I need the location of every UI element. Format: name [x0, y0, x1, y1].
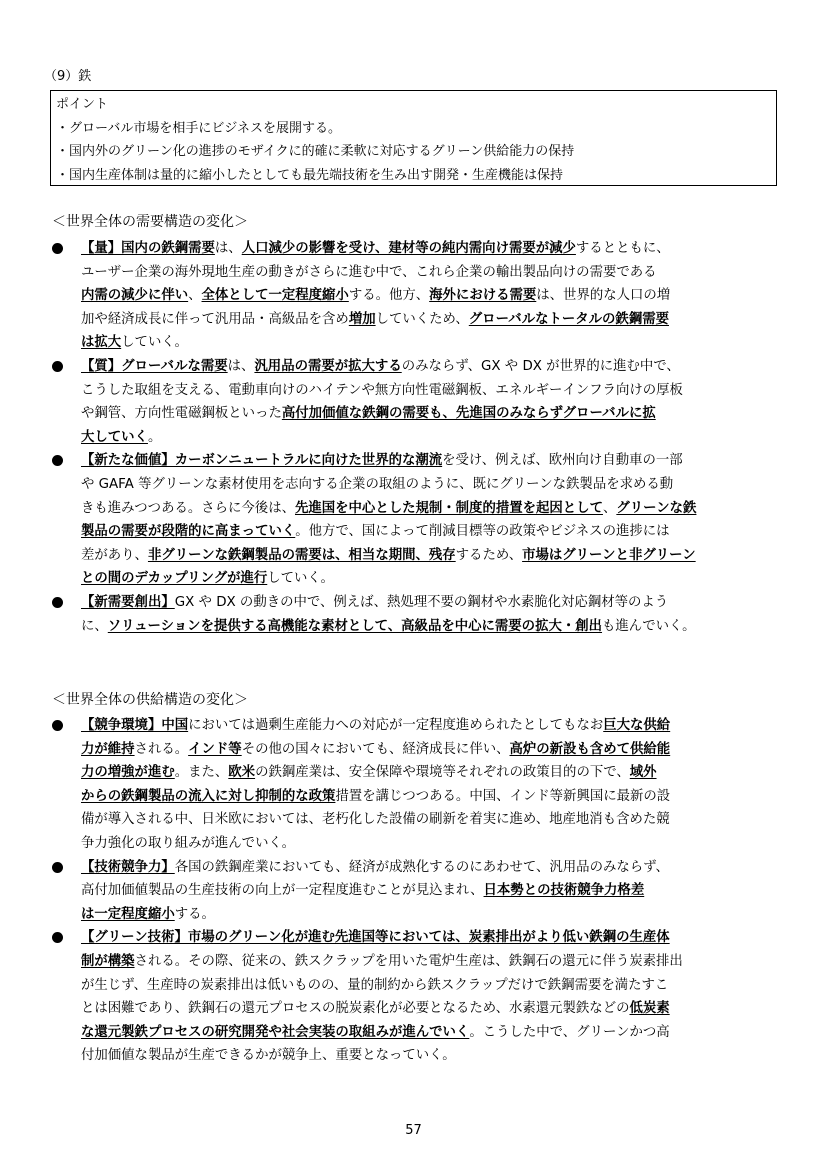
bullet-line	[81, 331, 775, 355]
emphasized-text: 全体として一定程度縮小	[201, 288, 349, 304]
emphasized-text: との間のデカップリングが進行	[81, 571, 268, 587]
emphasized-text: 【競争環境】中国	[81, 718, 189, 733]
bullet-line	[81, 284, 775, 308]
point-item: ・国内生産体制は量的に縮小したとしても最先端技術を生み出す開発・生産機能は保持	[56, 167, 564, 183]
body-text: 差があり、	[81, 547, 148, 563]
bullet-line	[81, 1044, 775, 1068]
bullet-line	[81, 544, 775, 568]
demand-bullet-list	[0, 237, 827, 638]
bullet-line	[81, 761, 775, 785]
emphasized-text: 【グリーン技術】市場のグリーン化が進む先進国等においては、炭素排出がより低い鉄鋼の生産体	[81, 930, 670, 946]
emphasized-text: 力の増強が進む	[81, 765, 175, 781]
bullet-line	[81, 615, 775, 639]
bullet-line	[81, 591, 775, 615]
emphasized-text: 市場はグリーンと非グリーン	[522, 547, 696, 563]
point-box-title: ポイント	[56, 97, 109, 112]
bullet-line	[81, 402, 775, 426]
body-text: する。	[174, 906, 215, 922]
body-text: 。	[147, 429, 162, 445]
emphasized-text: 【技術競争力】	[81, 859, 175, 875]
emphasized-text: は一定程度縮小	[81, 906, 175, 922]
emphasized-text: インド等	[188, 741, 242, 757]
page-number: 57	[405, 1123, 422, 1138]
body-text: のみならず、GX や DX が世界的に進む中で、	[401, 358, 680, 374]
body-text: 付加価値な製品が生産できるかが競争上、重要となっていく。	[81, 1048, 456, 1064]
supply-bullet-list	[0, 714, 827, 1068]
bullet-line	[81, 426, 775, 450]
emphasized-text: からの鉄鋼製品の流入に対し抑制的な政策	[81, 788, 336, 804]
emphasized-text: は拡大	[81, 335, 122, 351]
bullet-line	[81, 473, 775, 497]
bullet-line	[81, 1021, 775, 1045]
body-text: においては過剰生産能力への対応が一定程度進められたとしてもなお	[188, 718, 604, 733]
emphasized-text: 汎用品の需要が拡大する	[254, 358, 402, 374]
emphasized-text: 低炭素	[629, 1001, 670, 1017]
body-text: は、	[227, 358, 255, 374]
body-text: 。他方で、国によって削減目標等の政策やビジネスの進捗には	[295, 524, 670, 540]
bullet-dot-icon	[52, 455, 63, 466]
emphasized-text: 大していく	[81, 429, 148, 445]
body-text: 各国の鉄鋼産業においても、経済が成熟化するのにあわせて、汎用品のみならず、	[174, 859, 669, 875]
body-text: こうした取組を支える、電動車向けのハイテンや無方向性電磁鋼板、エネルギーインフラ向けの厚板	[81, 382, 683, 398]
emphasized-text: 【新たな価値】カーボンニュートラルに向けた世界的な潮流	[81, 453, 443, 469]
body-text: を受け、例えば、欧州向け自動車の一部	[442, 453, 683, 469]
emphasized-text: グローバルなトータルの鉄鋼需要	[468, 311, 669, 327]
body-text: するため、	[455, 547, 523, 563]
bullet-line	[81, 903, 775, 927]
body-text: 。こうした中で、グリーンかつ高	[469, 1024, 670, 1040]
body-text: が生じず、生産時の炭素排出は低いものの、量的制約から鉄スクラップだけで鉄鋼需要を満たすこ	[81, 977, 669, 993]
demand-bullet	[0, 355, 775, 449]
body-text: 備が導入される中、日米欧においては、老朽化した設備の刷新を着実に進め、地産地消も含めた競	[81, 812, 670, 828]
body-text: の鉄鋼産業は、安全保障や環境等それぞれの政策目的の下で、	[255, 765, 630, 781]
emphasized-text: 制が構築	[81, 953, 135, 969]
body-text: とは困難であり、鉄鋼石の還元プロセスの脱炭素化が必要となるため、水素還元製鉄などの	[81, 1001, 630, 1017]
body-text: 、	[602, 500, 617, 516]
body-text: される。その際、従来の、鉄スクラップを用いた電炉生産は、鉄鋼石の還元に伴う炭素排出	[134, 953, 683, 969]
supply-section-title: ＜世界全体の供給構造の変化＞	[52, 692, 248, 708]
emphasized-text: 【質】グローバルな需要	[81, 358, 228, 374]
bullet-line	[81, 832, 775, 856]
body-text: その他の国々においても、経済成長に伴い、	[241, 741, 510, 757]
supply-bullet	[0, 926, 775, 1068]
body-text: 高付加価値製品の生産技術の向上が一定程度進むことが見込まれ、	[81, 883, 484, 899]
bullet-line	[81, 237, 775, 261]
body-text: や GAFA 等グリーンな素材使用を志向する企業の取組のように、既にグリーンな鉄製品を求める動	[81, 476, 674, 492]
bullet-line	[81, 379, 775, 403]
emphasized-text: 高炉の新設も含めて供給能	[509, 741, 671, 757]
body-text: していくため、	[375, 311, 469, 327]
bullet-line	[81, 879, 775, 903]
bullet-dot-icon	[52, 932, 63, 943]
bullet-line	[81, 808, 775, 832]
demand-bullet	[0, 449, 775, 591]
point-box	[50, 90, 777, 186]
bullet-line	[81, 950, 775, 974]
body-text: していく。	[121, 335, 188, 351]
body-text: される。	[134, 741, 189, 757]
body-text: も進んでいく。	[602, 618, 696, 634]
body-text: は、世界的な人口の増	[536, 288, 671, 304]
bullet-line	[81, 785, 775, 809]
emphasized-text: 欧米	[228, 765, 256, 781]
body-text: するとともに、	[575, 241, 670, 256]
bullet-line	[81, 308, 775, 332]
demand-bullet	[0, 237, 775, 355]
bullet-line	[81, 974, 775, 998]
supply-bullet	[0, 714, 775, 856]
demand-bullet	[0, 591, 775, 638]
emphasized-text: 内需の減少に伴い	[81, 288, 189, 304]
body-text: きも進みつつある。さらに今後は、	[81, 500, 295, 516]
bullet-line	[81, 997, 775, 1021]
bullet-line	[81, 520, 775, 544]
point-item: ・国内外のグリーン化の進捗のモザイクに的確に柔軟に対応するグリーン供給能力の保持	[56, 144, 575, 159]
body-text: する。他方、	[348, 288, 430, 304]
emphasized-text: 先進国を中心とした規制・制度的措置を起因として	[294, 500, 603, 516]
emphasized-text: 増加	[348, 311, 376, 327]
emphasized-text: 製品の需要が段階的に高まっていく	[81, 524, 296, 540]
bullet-line	[81, 355, 775, 379]
body-text: に、	[81, 618, 108, 634]
emphasized-text: な還元製鉄プロセスの研究開発や社会実装の取組みが進んでいく	[81, 1024, 470, 1040]
bullet-line	[81, 738, 775, 762]
body-text: していく。	[267, 571, 334, 587]
emphasized-text: グリーンな鉄	[616, 500, 697, 516]
demand-section-title: ＜世界全体の需要構造の変化＞	[52, 214, 248, 230]
body-text: ユーザー企業の海外現地生産の動きがさらに進む中で、これら企業の輸出製品向けの需要である	[81, 264, 657, 280]
body-text: 措置を講じつつある。中国、インド等新興国に最新の設	[335, 788, 671, 804]
bullet-line	[81, 926, 775, 950]
bullet-dot-icon	[52, 361, 63, 372]
body-text: 。また、	[174, 765, 229, 781]
bullet-dot-icon	[52, 243, 63, 254]
body-text: 争力強化の取り組みが進んでいく。	[81, 835, 295, 851]
emphasized-text: 日本勢との技術競争力格差	[483, 883, 645, 899]
emphasized-text: 巨大な供給	[603, 718, 671, 733]
point-item: ・グローバル市場を相手にビジネスを展開する。	[56, 120, 341, 136]
emphasized-text: 非グリーンな鉄鋼製品の需要は、相当な期間、残存	[147, 547, 456, 563]
body-text: 、	[188, 288, 202, 304]
emphasized-text: ソリューションを提供する高機能な素材として、高級品を中心に需要の拡大・創出	[107, 618, 603, 634]
emphasized-text: 高付加価値な鉄鋼の需要も、先進国のみならずグローバルに拡	[281, 406, 656, 422]
emphasized-text: 海外における需要	[429, 288, 537, 304]
emphasized-text: 【量】国内の鉄鋼需要	[81, 241, 215, 256]
emphasized-text: 【新需要創出】	[81, 594, 175, 610]
emphasized-text: 域外	[629, 765, 657, 781]
bullet-dot-icon	[52, 597, 63, 608]
bullet-line	[81, 856, 775, 880]
bullet-line	[81, 261, 775, 285]
supply-bullet	[0, 856, 775, 927]
bullet-line	[81, 449, 775, 473]
body-text: や鋼管、方向性電磁鋼板といった	[81, 406, 282, 422]
section-heading: （9）鉄	[44, 69, 92, 84]
body-text: 加や経済成長に伴って汎用品・高級品を含め	[81, 311, 349, 327]
bullet-dot-icon	[52, 862, 63, 873]
bullet-dot-icon	[52, 720, 63, 731]
body-text: は、	[214, 241, 242, 256]
bullet-line	[81, 567, 775, 591]
body-text: GX や DX の動きの中で、例えば、熱処理不要の鋼材や水素脆化対応鋼材等のよう	[174, 594, 669, 610]
bullet-line	[81, 714, 775, 738]
emphasized-text: 人口減少の影響を受け、建材等の純内需向け需要が減少	[241, 241, 576, 256]
emphasized-text: 力が維持	[81, 741, 135, 757]
bullet-line	[81, 497, 775, 521]
